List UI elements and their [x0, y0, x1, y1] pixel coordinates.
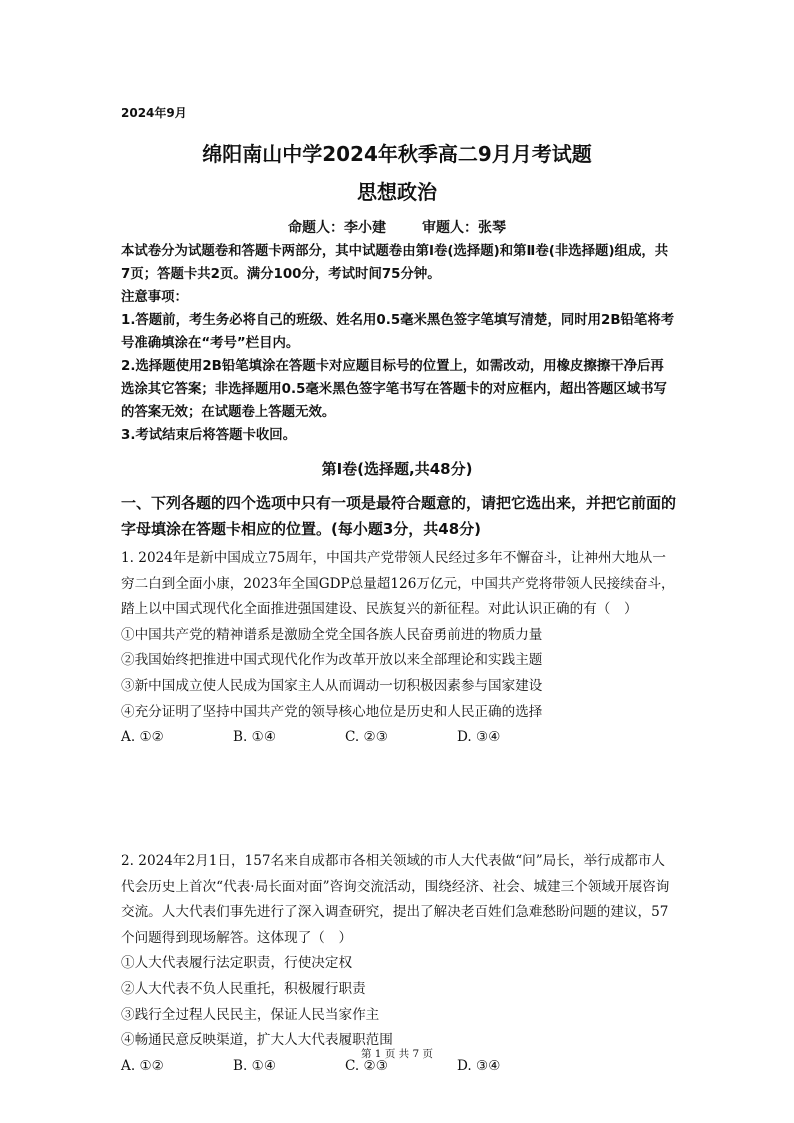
exam-authors — [0, 217, 794, 237]
question-options — [121, 725, 676, 751]
instructions — [121, 240, 676, 447]
question-1 — [121, 546, 676, 751]
question-stem: 2. 2024年2月1日，157名来自成都市各相关领域的市人大代表做“问”局长，举行成都市人代会历史上首次“代表·局长面对面”咨询交流活动，围绕经济、社会、城建三个领域开展咨询交流。人大代表们事先进行了深入调查研究，提出了解决老百姓们急难愁盼问题的建议，57个问题得到现场解答。这体现了（ ） — [121, 853, 670, 946]
part-title: 一、下列各题的四个选项中只有一项是最符合题意的，请把它选出来，并把它前面的字母填涂在答题卡相应的位置。(每小题3分，共48分) — [121, 494, 677, 538]
note-item: 3.考试结束后将答题卡收回。 — [121, 428, 297, 443]
note-item: 2.选择题使用2B铅笔填涂在答题卡对应题目标号的位置上，如需改动，用橡皮擦擦干净后再选涂其它答案；非选择题用0.5毫米黑色签字笔书写在答题卡的对应框内，超出答题区域书写的答案无效；在试题卷上答题无效。 — [121, 359, 667, 420]
exam-date: 2024年9月 — [121, 106, 187, 120]
question-item: ④畅通民意反映渠道，扩大人大代表履职范围 — [121, 1032, 393, 1049]
option-d: D. ③④ — [457, 1057, 501, 1074]
exam-title: 绵阳南山中学2024年秋季高二9月月考试题 — [202, 142, 592, 166]
question-item: ②人大代表不负人民重托，积极履行职责 — [121, 980, 366, 997]
reviewer: 审题人：张琴 — [422, 220, 506, 236]
question-item: ③新中国成立使人民成为国家主人从而调动一切积极因素参与国家建设 — [121, 677, 543, 694]
option-c: C. ②③ — [345, 1057, 388, 1074]
notes-title: 注意事项： — [121, 290, 188, 305]
question-2 — [121, 849, 676, 1079]
question-item: ①中国共产党的精神谱系是激励全党全国各族人民奋勇前进的物质力量 — [121, 626, 543, 643]
note-item: 1.答题前，考生务必将自己的班级、姓名用0.5毫米黑色签字笔填写清楚，同时用2B铅笔将考号准确填涂在“考号”栏目内。 — [121, 313, 675, 351]
option-d: D. ③④ — [457, 729, 501, 746]
option-a: A. ①② — [121, 1057, 164, 1074]
section-title: 第Ⅰ卷(选择题,共48分) — [321, 460, 473, 478]
question-item: ④充分证明了坚持中国共产党的领导核心地位是历史和人民正确的选择 — [121, 703, 543, 720]
question-item: ①人大代表履行法定职责，行使决定权 — [121, 955, 353, 972]
question-stem: 1. 2024年是新中国成立75周年，中国共产党带领人民经过多年不懈奋斗，让神州大地从一穷二白到全面小康，2023年全国GDP总量超126万亿元，中国共产党将带领人民接续奋斗，踏上以中国式现代化全面推进强国建设、民族复兴的新征程。对此认识正确的有（ ） — [121, 550, 675, 618]
instructions-intro: 本试卷分为试题卷和答题卡两部分，其中试题卷由第Ⅰ卷(选择题)和第Ⅱ卷(非选择题)组成，共7页；答题卡共2页。满分100分，考试时间75分钟。 — [121, 244, 669, 282]
option-b: B. ①④ — [233, 1057, 277, 1074]
question-item: ③践行全过程人民民主，保证人民当家作主 — [121, 1006, 380, 1023]
proposer: 命题人：李小建 — [288, 220, 386, 236]
option-c: C. ②③ — [345, 729, 388, 746]
exam-subject: 思想政治 — [357, 180, 437, 204]
page-footer: 第 1 页 共 7 页 — [360, 1048, 434, 1060]
option-b: B. ①④ — [233, 729, 277, 746]
question-item: ②我国始终把推进中国式现代化作为改革开放以来全部理论和实践主题 — [121, 652, 543, 669]
option-a: A. ①② — [121, 729, 164, 746]
